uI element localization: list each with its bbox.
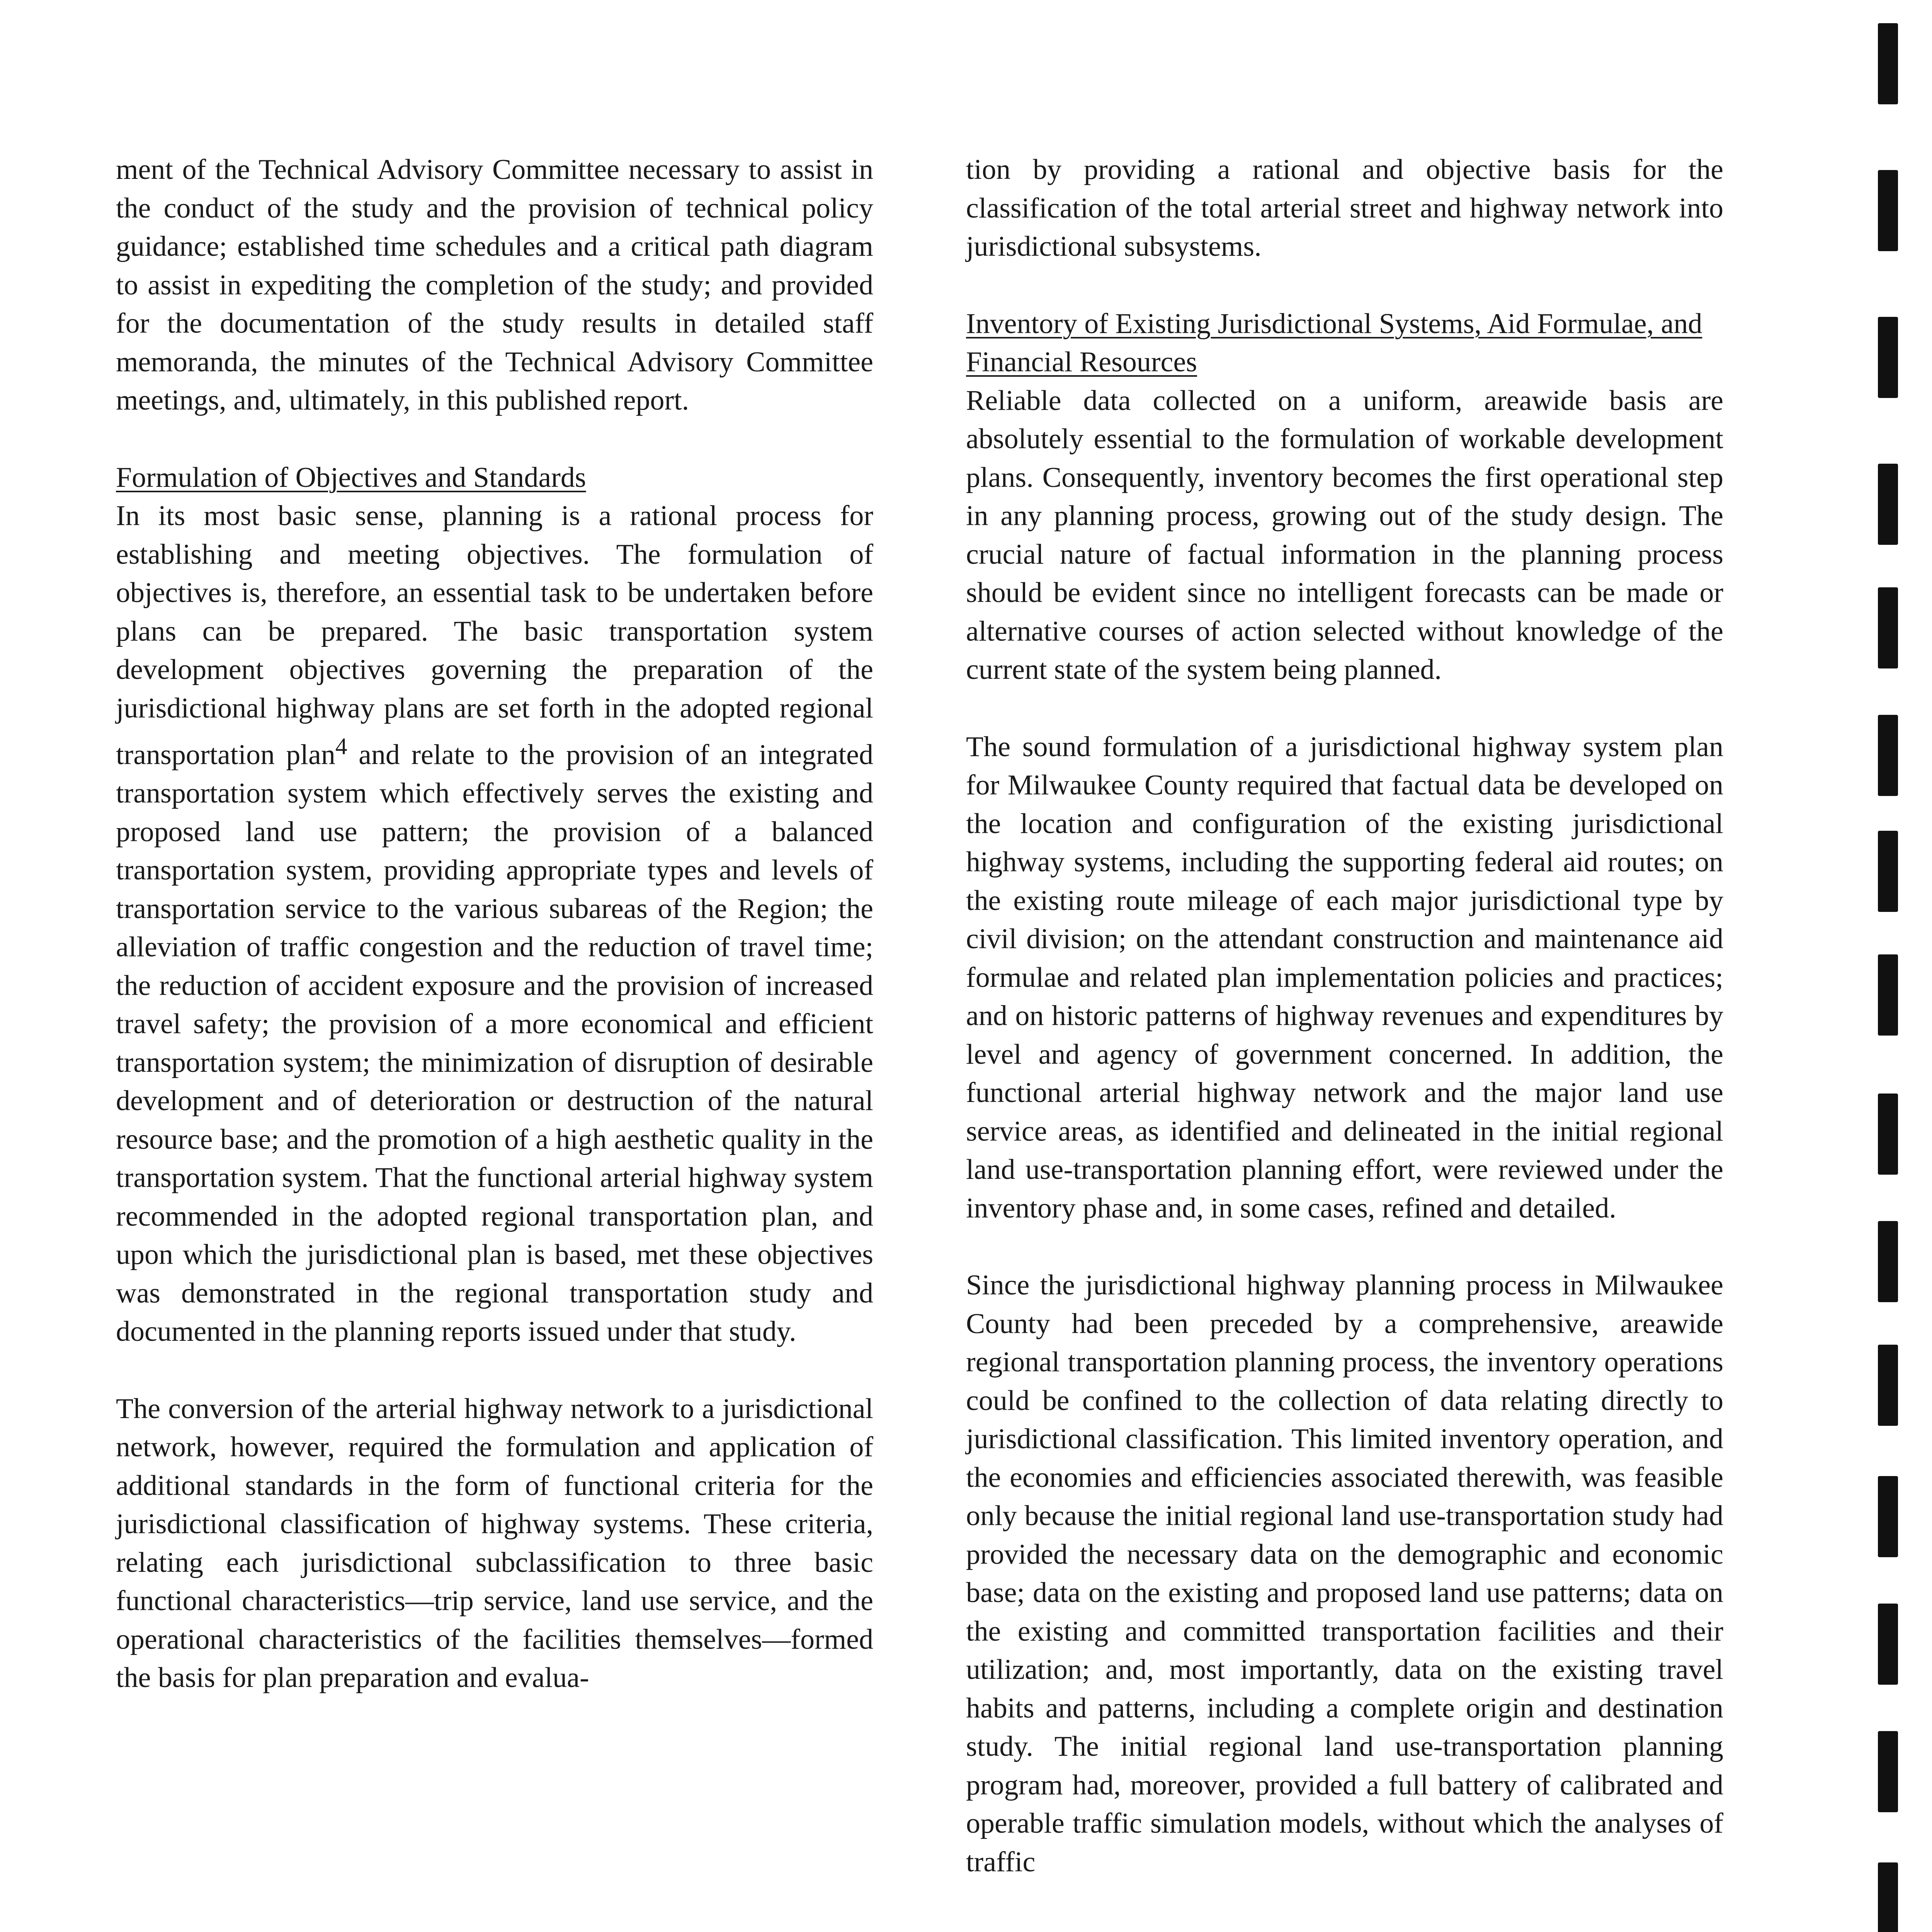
left-paragraph-2-part-b: and relate to the provision of an integrated transportation system which effectively serves the existing and proposed land use pattern; the provision of a balanced transportation system, providing appropriate types and levels of transportation service to the various subareas of the Region; the alleviation of traffic congestion and the reduction of travel time; the reduction of accident exposure and the provision of increased travel safety; the provision of a more economical and efficient transportation system; the minimization of disruption of desirable development and of deterioration or destruction of the natural resource base; and the promotion of a high aesthetic quality in the transportation system. That the functional arterial highway system recommended in the adopted regional transportation plan, and upon which the jurisdictional plan is based, met these objectives was demonstrated in the regional transportation study and documented in the planning reports issued under that study. bbox=[116, 739, 873, 1348]
left-paragraph-2-part-a: In its most basic sense, planning is a rational process for establishing and meeting objectives. The formulation of objectives is, therefore, an essential task to be undertaken before plans can be prepared. The basic transportation system development objectives governing the preparation of the jurisdictional highway plans are set forth in the adopted regional transportation plan bbox=[116, 500, 873, 771]
binding-mark bbox=[1878, 1604, 1898, 1685]
left-paragraph-2 bbox=[116, 497, 873, 1351]
binding-mark bbox=[1878, 1345, 1898, 1426]
left-paragraph-1: ment of the Technical Advisory Committee necessary to assist in the conduct of the study and the provision of technical policy guidance; established time schedules and a critical path diagram to assist in expediting the completion of the study; and provided for the documentation of the study results in detailed staff memoranda, the minutes of the Technical Advisory Committee meetings, and, ultimately, in this published report. bbox=[116, 154, 873, 416]
right-paragraph-2: Reliable data collected on a uniform, areawide basis are absolutely essential to the formulation of workable development plans. Consequently, inventory becomes the first operational step in any planning process, growing out of the study design. The crucial nature of factual information in the planning process should be evident since no intelligent forecasts can be made or alternative courses of action selected without knowledge of the current state of the system being planned. bbox=[966, 384, 1723, 685]
binding-mark bbox=[1878, 464, 1898, 545]
left-column bbox=[116, 151, 873, 1736]
binding-mark bbox=[1878, 1221, 1898, 1302]
binding-mark bbox=[1878, 831, 1898, 912]
binding-mark bbox=[1878, 1094, 1898, 1175]
binding-marks bbox=[1878, 0, 1901, 1932]
right-paragraph-3: The sound formulation of a jurisdictional highway system plan for Milwaukee County required that factual data be developed on the location and configuration of the existing jurisdictional highway systems, including the supporting federal aid routes; on the existing route mileage of each major jurisdictional type by civil division; on the attendant construction and maintenance aid formulae and related plan implementation policies and practices; and on historic patterns of highway revenues and expenditures by level and agency of government concerned. In addition, the functional arterial highway network and the major land use service areas, as identified and delineated in the initial regional land use-transportation planning effort, were reviewed under the inventory phase and, in some cases, refined and detailed. bbox=[966, 731, 1723, 1224]
binding-mark bbox=[1878, 1731, 1898, 1812]
right-paragraph-1: tion by providing a rational and objective basis for the classification of the total arterial street and highway network into jurisdictional subsystems. bbox=[966, 154, 1723, 262]
binding-mark bbox=[1878, 170, 1898, 251]
right-paragraph-4: Since the jurisdictional highway planning process in Milwaukee County had been preceded by a comprehensive, areawide regional transportation planning process, the inventory operations could be confined to the collection of data relating directly to jurisdictional classification. This limited inventory operation, and the economies and efficiencies associated therewith, was feasible only because the initial regional land use-transportation study had provided the necessary data on the demographic and economic base; data on the existing and proposed land use patterns; data on the existing and committed transportation facilities and their utilization; and, most importantly, data on the existing travel habits and patterns, including a complete origin and destination study. The initial regional land use-transportation planning program had, moreover, provided a full battery of calibrated and operable traffic simulation models, without which the analyses of traffic bbox=[966, 1269, 1723, 1878]
right-column bbox=[966, 151, 1723, 1920]
binding-mark bbox=[1878, 587, 1898, 668]
footnote-reference: 4 bbox=[335, 733, 347, 760]
binding-mark bbox=[1878, 1862, 1898, 1932]
section-heading-objectives: Formulation of Objectives and Standards bbox=[116, 461, 586, 493]
left-paragraph-3: The conversion of the arterial highway network to a jurisdictional network, however, required the formulation and application of additional standards in the form of functional criteria for the jurisdictional classification of highway systems. These criteria, relating each jurisdictional subclassification to three basic functional characteristics—trip service, land use service, and the operational characteristics of the facilities themselves—formed the basis for plan preparation and evalua- bbox=[116, 1393, 873, 1694]
binding-mark bbox=[1878, 23, 1898, 104]
binding-mark bbox=[1878, 954, 1898, 1036]
binding-mark bbox=[1878, 317, 1898, 398]
binding-mark bbox=[1878, 715, 1898, 796]
section-heading-inventory: Inventory of Existing Jurisdictional Systems, Aid Formulae, and Financial Resources bbox=[966, 308, 1702, 378]
binding-mark bbox=[1878, 1476, 1898, 1557]
